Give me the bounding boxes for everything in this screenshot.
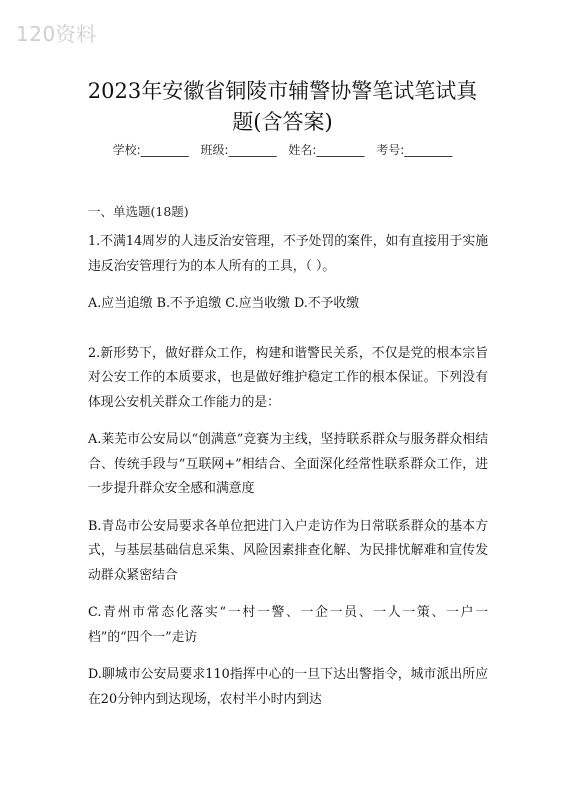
question-2-option-a: A.莱芜市公安局以“创满意”竞赛为主线，坚持联系群众与服务群众相结合、传统手段与“互联网+”相结合、全面深化经常性联系群众工作，进一步提升群众安全感和满意度 (88, 432, 488, 496)
exam-number-field: 考号:________ (376, 143, 453, 157)
question-list (88, 230, 488, 725)
class-field: 班级:________ (200, 143, 277, 157)
section-header: 一、单选题(18题) (88, 204, 189, 219)
page-title (40, 76, 525, 138)
watermark-logo: 120资料 (16, 22, 97, 46)
question-2-stem: 2.新形势下，做好群众工作，构建和谐警民关系，不仅是党的根本宗旨对公安工作的本质要求，也是做好维护稳定工作的根本保证。下列没有体现公安机关群众工作能力的是： (88, 345, 488, 410)
title-line-1: 2023年安徽省铜陵市辅警协警笔试笔试真 (87, 79, 478, 103)
question-1-options: A.应当追缴 B.不予追缴 C.应当收缴 D.不予收缴 (88, 296, 360, 311)
question-2-option-b: B.青岛市公安局要求各单位把进门入户走访作为日常联系群众的基本方式，与基层基础信息采集、风险因素排查化解、为民排忧解难和宣传发动群众紧密结合 (88, 518, 488, 583)
student-info-fields (0, 141, 565, 158)
school-field: 学校:________ (112, 143, 189, 157)
name-field: 姓名:________ (288, 143, 365, 157)
title-line-2: 题(含答案) (232, 110, 333, 134)
question-2-option-d: D.聊城市公安局要求110指挥中心的一旦下达出警指令，城市派出所应在20分钟内到达现场，农村半小时内到达 (88, 667, 488, 707)
question-1-stem: 1.不满14周岁的人违反治安管理，不予处罚的案件，如有直接用于实施违反治安管理行为的本人所有的工具，（ ）。 (88, 234, 488, 274)
question-2-option-c: C.青州市常态化落实“一村一警、一企一员、一人一策、一户一档”的“四个一”走访 (88, 605, 488, 645)
